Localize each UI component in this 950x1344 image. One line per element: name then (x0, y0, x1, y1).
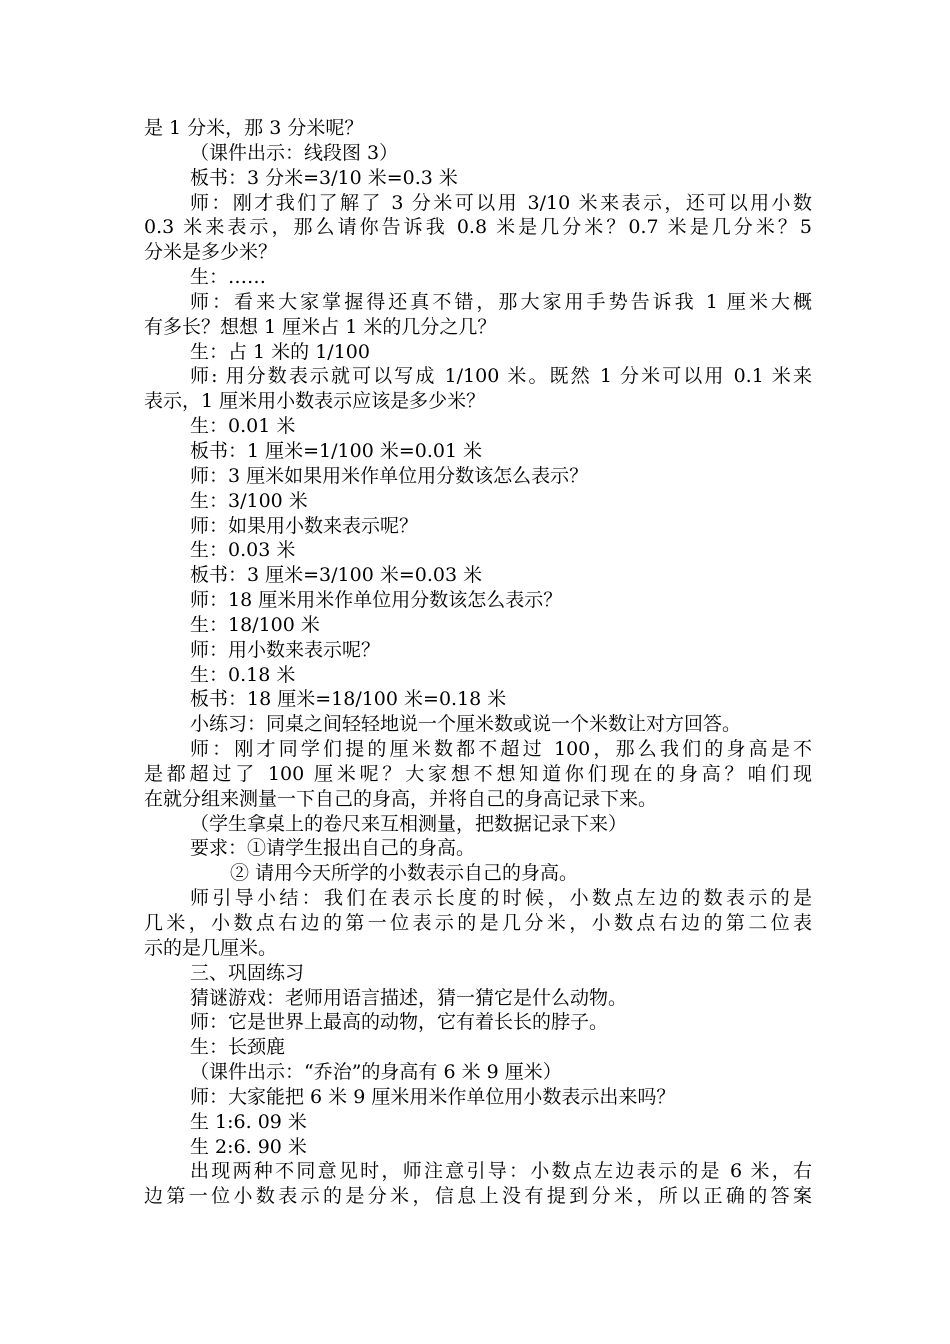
text-line: （学生拿桌上的卷尺来互相测量，把数据记录下来） (190, 812, 628, 835)
text-line: 板书：3 分米=3/10 米=0.3 米 (190, 166, 458, 189)
text-line: 师：刚才同学们提的厘米数都不超过 100，那么我们的身高是不 (190, 738, 812, 761)
text-line: 生：长颈鹿 (190, 1036, 286, 1059)
text-line: 生：0.18 米 (190, 663, 296, 686)
text-line: 要求：①请学生报出自己的身高。 (190, 837, 476, 860)
text-line: 师：18 厘米用米作单位用分数该怎么表示？ (190, 589, 563, 612)
text-line: 师：如果用小数来表示呢？ (190, 514, 419, 537)
text-line: 师: 用分数表示就可以写成 1/100 米。既然 1 分米可以用 0.1 米来 (190, 365, 812, 388)
text-line: 三、巩固练习 (190, 961, 305, 984)
text-line: 出现两种不同意见时，师注意引导：小数点左边表示的是 6 米，右 (190, 1160, 812, 1183)
text-line: 生 2:6. 90 米 (190, 1135, 307, 1158)
text-line: 生：3/100 米 (190, 489, 308, 512)
text-line: 猜谜游戏：老师用语言描述，猜一猜它是什么动物。 (190, 986, 628, 1009)
text-line: 师：3 厘米如果用米作单位用分数该怎么表示？ (190, 464, 589, 487)
text-line: 生：18/100 米 (190, 613, 320, 636)
text-line: 师：大家能把 6 米 9 厘米用米作单位用小数表示出来吗？ (190, 1085, 676, 1108)
text-line: （课件出示：“乔治”的身高有 6 米 9 厘米） (190, 1061, 562, 1084)
text-line: 师引导小结：我们在表示长度的时候，小数点左边的数表示的是 (190, 887, 812, 910)
text-line: ② 请用今天所学的小数表示自己的身高。 (230, 862, 579, 885)
text-line: 是 1 分米，那 3 分米呢？ (144, 117, 364, 139)
text-line: （课件出示：线段图 3） (190, 141, 399, 164)
text-line: 是都超过了 100 厘米呢？大家想不想知道你们现在的身高？咱们现 (144, 762, 812, 785)
text-line: 板书：1 厘米=1/100 米=0.01 米 (190, 439, 483, 462)
text-line: 在就分组来测量一下自己的身高，并将自己的身高记录下来。 (144, 787, 658, 810)
text-line: 有多长？想想 1 厘米占 1 米的几分之几？ (144, 315, 497, 338)
text-line: 小练习：同桌之间轻轻地说一个厘米数或说一个米数让对方回答。 (190, 713, 742, 736)
text-line: 生：0.03 米 (190, 539, 296, 562)
text-line: 0.3 米来表示，那么请你告诉我 0.8 米是几分米？0.7 米是几分米？5 (144, 216, 812, 239)
text-line: 边第一位小数表示的是分米，信息上没有提到分米，所以正确的答案 (144, 1185, 812, 1208)
text-line: 几米，小数点右边的第一位表示的是几分米，小数点右边的第二位表 (144, 912, 812, 934)
text-line: 分米是多少米？ (144, 241, 278, 264)
text-line: 示的是几厘米。 (144, 936, 278, 959)
lesson-text-body (144, 116, 812, 1209)
text-line: 板书：18 厘米=18/100 米=0.18 米 (190, 688, 507, 711)
text-line: 师：它是世界上最高的动物，它有着长长的脖子。 (190, 1011, 609, 1034)
text-line: 生：0.01 米 (190, 415, 296, 438)
text-line: 生：…… (190, 266, 267, 289)
text-line: 板书：3 厘米=3/100 米=0.03 米 (190, 564, 483, 587)
text-line: 师：用小数来表示呢？ (190, 638, 381, 661)
text-line: 生 1:6. 09 米 (190, 1110, 307, 1133)
text-line: 师：刚才我们了解了 3 分米可以用 3/10 米来表示，还可以用小数 (190, 191, 812, 214)
text-line: 师：看来大家掌握得还真不错，那大家用手势告诉我 1 厘米大概 (190, 290, 812, 313)
text-line: 生：占 1 米的 1/100 (190, 340, 370, 363)
text-line: 表示，1 厘米用小数表示应该是多少米？ (144, 390, 486, 413)
